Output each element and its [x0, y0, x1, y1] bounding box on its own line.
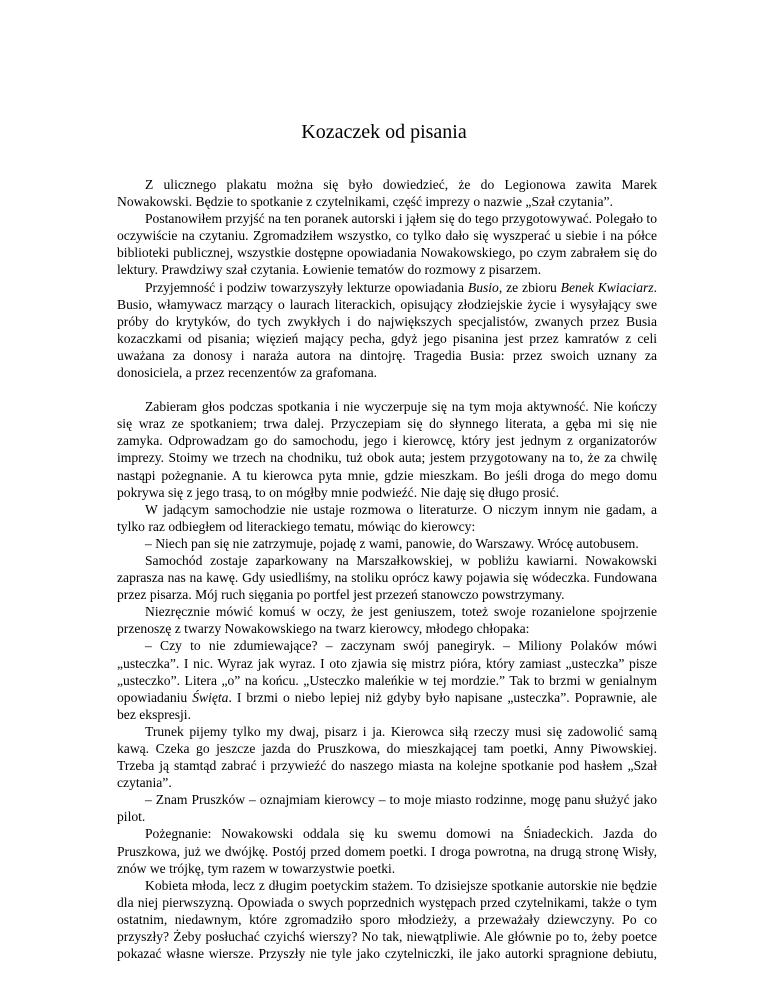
paragraph-5: W jadącym samochodzie nie ustaje rozmowa o literaturze. O niczym innym nie gadam, a tylko raz odbiegłem od literackiego tematu, mówiąc do kierowcy:: [117, 501, 657, 534]
text-run: – Czy to nie zdumiewające? – zaczynam swój panegiryk. – Miliony Polaków mówi „usteczka”. I nic. Wyraz jak wyraz. I oto zjawia się mistrz pióra, który zamiast „usteczka” pisze „usteczko”. Litera „o” na końcu. „Usteczko maleńkie w tej mordzie.” Tak to brzmi w genialnym opowiadaniu: [117, 638, 657, 705]
paragraph-1: Z ulicznego plakatu można się było dowiedzieć, że do Legionowa zawita Marek Nowakowski. Będzie to spotkanie z czytelnikami, część imprezy o nazwie „Szał czytania”.: [117, 177, 657, 210]
document-body: [117, 176, 657, 962]
paragraph-7: Samochód zostaje zaparkowany na Marszałkowskiej, w pobliżu kawiarni. Nowakowski zaprasza nas na kawę. Gdy usiedliśmy, na stoliku oprócz kawy pojawia się wódeczka. Fundowana przez pisarza. Mój ruch sięgania po portfel jest przezeń stanowczo powstrzymany.: [117, 552, 657, 603]
book-title-busio: Busio: [467, 279, 499, 295]
text-run: , ze zbioru: [498, 279, 561, 295]
story-title-swieta: Święta: [192, 689, 229, 705]
paragraph-4: Zabieram głos podczas spotkania i nie wyczerpuje się na tym moja aktywność. Nie kończy się wraz ze spotkaniem; trwa dalej. Przyczepiam się do słynnego literata, a gęba mi się nie zamyka. Odprowadzam go do samochodu, jego i kierowcę, który jest jednym z organizatorów imprezy. Stoimy we trzech na chodniku, tuż obok auta; jestem przygotowany na to, że za chwilę nastąpi pożegnanie. A tu kierowca pyta mnie, gdzie mieszkam. Bo jeśli droga do mego domu pokrywa się z jego trasą, to on mógłby mnie podwieźć. Nie daję się długo prosić.: [117, 399, 657, 500]
paragraph-13: Kobieta młoda, lecz z długim poetyckim stażem. To dzisiejsze spotkanie autorskie nie będzie dla niej pierwszyzną. Opowiada o swych poprzednich występach przed czytelnikami, także o tym ostatnim, niedawnym, które zgromadziło sporo młodzieży, a przeważały dziewczyny. Po co przyszły? Żeby posłuchać czyichś wierszy? No tak, niewątpliwie. Ale głównie po to, żeby poetce pokazać własne wiersze. Przyszły nie tyle jako czytelniczki, ile jako autorki spragnione debiutu,: [117, 877, 657, 962]
dialogue-line-1: – Niech pan się nie zatrzymuje, pojadę z wami, panowie, do Warszawy. Wrócę autobusem.: [145, 535, 639, 551]
book-title-benek-kwiaciarz: Benek Kwiaciarz: [560, 279, 654, 295]
paragraph-10: Trunek pijemy tylko my dwaj, pisarz i ja. Kierowca siłą rzeczy musi się zadowolić samą kawą. Czeka go jeszcze jazda do Pruszkowa, do mieszkającej tam poetki, Anny Piwowskiej. Trzeba ją stamtąd zabrać i przywieźć do naszego miasta na kolejne spotkanie pod hasłem „Szał czytania”.: [117, 723, 657, 791]
dialogue-line-3: – Znam Pruszków – oznajmiam kierowcy – to moje miasto rodzinne, mogę panu służyć jako pilot.: [117, 792, 657, 825]
paragraph-2: Postanowiłem przyjść na ten poranek autorski i jąłem się do tego przygotowywać. Polegało to oczywiście na czytaniu. Zgromadziłem wszystko, co tylko dało się wyszperać u siebie i na półce biblioteki publicznej, wszystkie dostępne opowiadania Nowakowskiego, po czym zabrałem się do lektury. Prawdziwy szał czytania. Łowienie tematów do rozmowy z pisarzem.: [117, 211, 657, 278]
paragraph-8: Niezręcznie mówić komuś w oczy, że jest geniuszem, toteż swoje rozanielone spojrzenie przenoszę z twarzy Nowakowskiego na twarz kierowcy, młodego chłopaka:: [117, 604, 657, 637]
text-run: . Busio, włamywacz marzący o laurach literackich, opisujący złodziejskie życie i wysyłający swe próby do krytyków, do tych zwykłych i do największych specjalistów, zwanych przez Busia kozaczkami od pisania; więzień mający pecha, gdyż jego pisanina jest przez kamratów z celi uważana za donosy i naraża autora na dintojrę. Tragedia Busia: przez swoich uznany za donosiciela, a przez recenzentów za grafomana.: [117, 279, 658, 381]
text-run: Przyjemność i podziw towarzyszyły lekturze opowiadania: [145, 279, 468, 295]
text-run: . I brzmi o niebo lepiej niż gdyby było napisane „usteczka”. Poprawnie, ale bez ekspresji.: [117, 689, 657, 722]
page-title: Kozaczek od pisania: [301, 121, 467, 143]
paragraph-12: Pożegnanie: Nowakowski oddala się ku swemu domowi na Śniadeckich. Jazda do Pruszkowa, już we dwójkę. Postój przed domem poetki. I droga powrotna, na drugą stronę Wisły, znów we trójkę, tym razem w towarzystwie poetki.: [117, 826, 657, 876]
dialogue-line-2: [117, 637, 657, 722]
paragraph-3: [117, 279, 657, 382]
